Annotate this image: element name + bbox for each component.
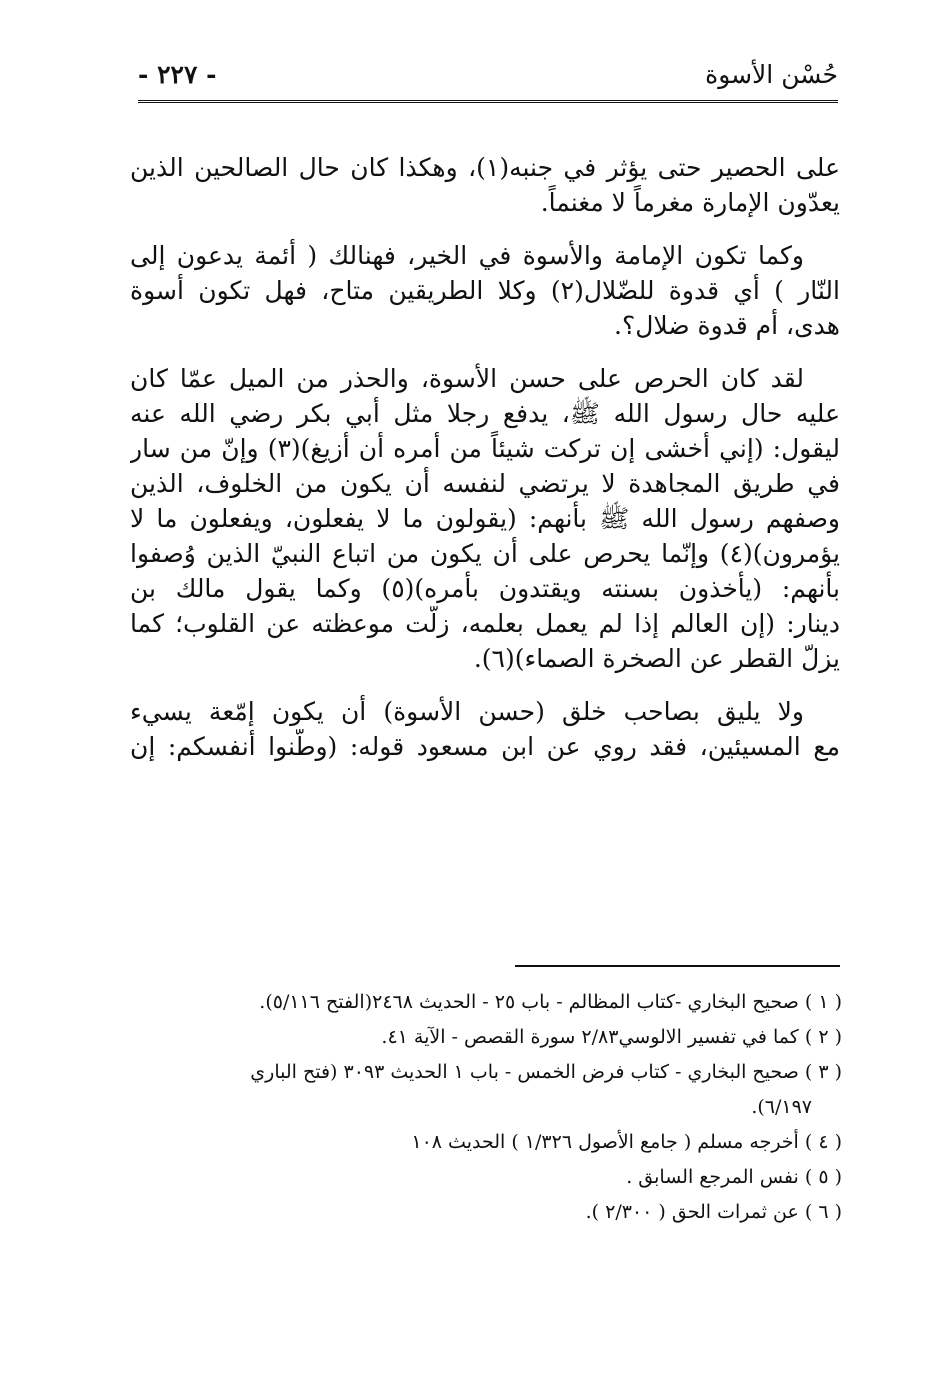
footnote-1: ( ١ ) صحيح البخاري -كتاب المظالم - باب ٢٥ - الحديث ٢٤٦٨(الفتح ٥/١١٦). — [259, 991, 842, 1013]
text-line: بأنهم: (يأخذون بسنته ويقتدون بأمره)(٥) وكما يقول مالك بن — [130, 574, 840, 603]
page-number: - ٢٢٧ - — [138, 60, 217, 89]
paragraph-3 — [130, 361, 840, 676]
footnote-3-continuation: ٦/١٩٧). — [751, 1096, 812, 1118]
text-line: لقد كان الحرص على حسن الأسوة، والحذر من الميل عمّا كان — [130, 364, 804, 393]
footnote-3: ( ٣ ) صحيح البخاري - كتاب فرض الخمس - باب ١ الحديث ٣٠٩٣ (فتح الباري — [250, 1061, 842, 1083]
footnote-divider — [515, 965, 840, 967]
footnote-5: ( ٥ ) نفس المرجع السابق . — [626, 1166, 842, 1188]
main-text — [130, 150, 840, 764]
footnote-4: ( ٤ ) أخرجه مسلم ( جامع الأصول ١/٣٢٦ ) الحديث ١٠٨ — [411, 1131, 842, 1153]
text-line: ولا يليق بصاحب خلق (حسن الأسوة) أن يكون إمّعة يسيء — [130, 697, 804, 726]
text-line: وكما تكون الإمامة والأسوة في الخير، فهنالك ( أئمة يدعون إلى — [130, 241, 804, 270]
footnotes — [120, 985, 842, 1230]
paragraph-4 — [130, 694, 840, 764]
text-line: يعدّون الإمارة مغرماً لا مغنماً. — [540, 188, 840, 217]
text-line: وصفهم رسول الله ﷺ بأنهم: (يقولون ما لا يفعلون، ويفعلون ما لا — [130, 504, 840, 533]
running-title: حُسْن الأسوة — [705, 60, 838, 89]
page-header — [138, 60, 838, 94]
text-line: ليقول: (إني أخشى إن تركت شيئاً من أمره أن أزيغ)(٣) وإنّ من سار — [130, 434, 840, 463]
text-line: عليه حال رسول الله ﷺ، يدفع رجلا مثل أبي بكر رضي الله عنه — [130, 399, 840, 428]
text-line: دينار: (إن العالم إذا لم يعمل بعلمه، زلّت موعظته عن القلوب؛ كما — [130, 609, 840, 638]
text-line: على الحصير حتى يؤثر في جنبه(١)، وهكذا كان حال الصالحين الذين — [130, 153, 840, 182]
text-line: مع المسيئين، فقد روي عن ابن مسعود قوله: (وطّنوا أنفسكم: إن — [130, 732, 840, 761]
text-line: النّار ) أي قدوة للضّلال(٢) وكلا الطريقين متاح، فهل تكون أسوة — [130, 276, 840, 305]
text-line: يؤمرون)(٤) وإنّما يحرص على أن يكون من اتباع النبيّ الذين وُصفوا — [130, 539, 840, 568]
header-divider — [138, 100, 838, 103]
paragraph-2 — [130, 238, 840, 343]
footnote-2: ( ٢ ) كما في تفسير الالوسي٢/٨٣ سورة القصص - الآية ٤١. — [381, 1026, 842, 1048]
text-line: يزلّ القطر عن الصخرة الصماء)(٦). — [473, 644, 840, 673]
footnote-6: ( ٦ ) عن ثمرات الحق ( ٢/٣٠٠ ). — [585, 1201, 842, 1223]
paragraph-1 — [130, 150, 840, 220]
text-line: في طريق المجاهدة لا يرتضي لنفسه أن يكون من الخلوف، الذين — [130, 469, 840, 498]
text-line: هدى، أم قدوة ضلال؟. — [614, 311, 840, 340]
